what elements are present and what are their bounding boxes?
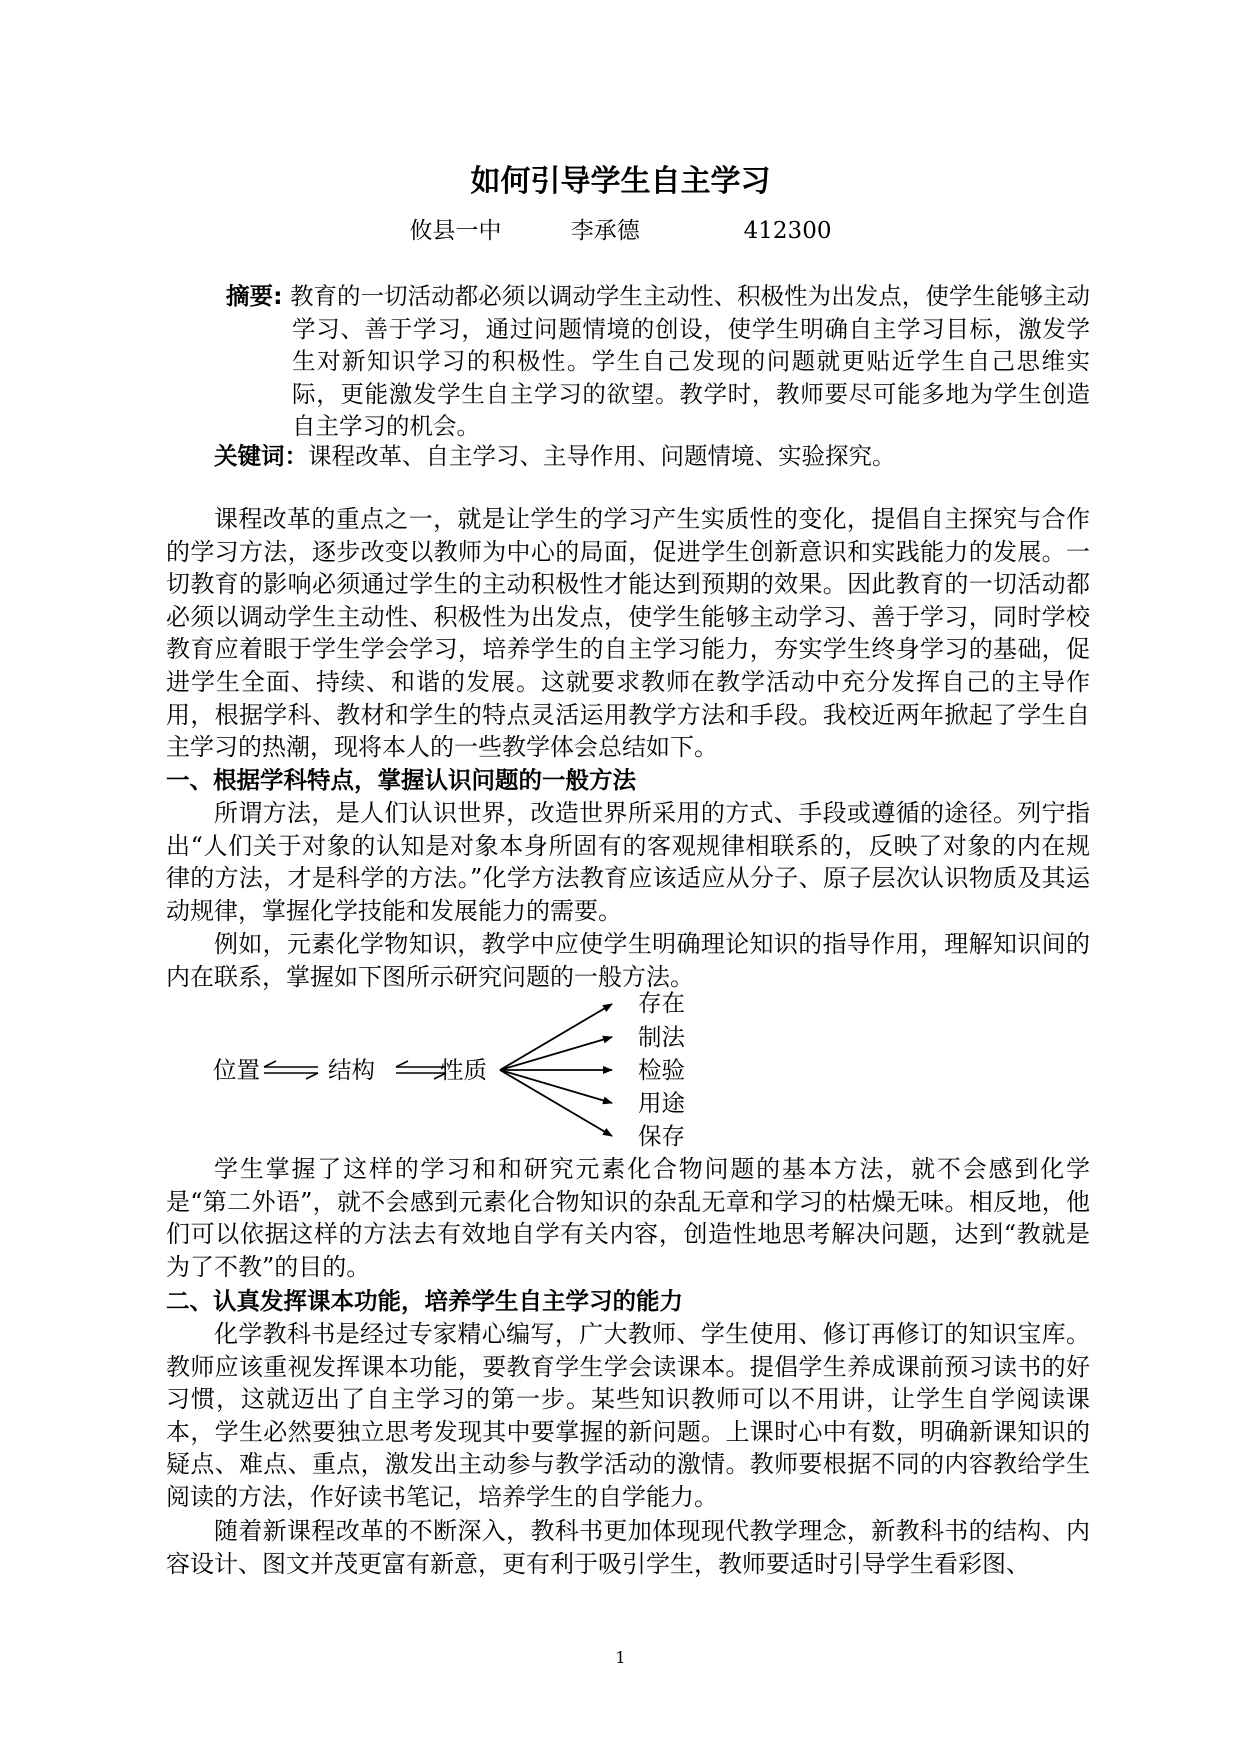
section1-heading: 一、根据学科特点，掌握认识问题的一般方法	[166, 766, 636, 794]
arrow-to-existence	[500, 1004, 612, 1070]
diagram-branch-preparation: 制法	[638, 1023, 685, 1051]
section2-paragraph1: 化学教科书是经过专家精心编写，广大教师、学生使用、修订再修订的知识宝库。教师应该重视发挥课本功能，要教育学生学会读课本。提倡学生养成课前预习读书的好习惯，这就迈出了自主学习的第一步。某些知识教师可以不用讲，让学生自学阅读课本，学生必然要独立思考发现其中要掌握的新问题。上课时心中有数，明确新课知识的疑点、难点、重点，激发出主动参与教学活动的激情。教师要根据不同的内容教给学生阅读的方法，作好读书笔记，培养学生的自学能力。	[166, 1320, 1090, 1511]
diagram-branch-uses: 用途	[638, 1089, 685, 1117]
author-name: 李承德	[570, 218, 640, 244]
arrow-to-uses	[500, 1070, 612, 1103]
postcode: 412300	[743, 218, 832, 244]
keywords-text: 课程改革、自主学习、主导作用、问题情境、实验探究。	[308, 442, 896, 470]
double-arrow-structure-property	[396, 1061, 446, 1079]
section1-paragraph3: 学生掌握了这样的学习和和研究元素化合物问题的基本方法，就不会感到化学是“第二外语”，就不会感到元素化合物知识的杂乱无章和学习的枯燥无味。相反地，他们可以依据这样的方法去有效地自学有关内容，创造性地思考解决问题，达到“教就是为了不教”的目的。	[166, 1155, 1090, 1281]
section2-paragraph2: 随着新课程改革的不断深入，教科书更加体现现代教学理念，新教科书的结构、内容设计、图文并茂更富有新意，更有利于吸引学生，教师要适时引导学生看彩图、	[166, 1517, 1090, 1578]
section2-heading: 二、认真发挥课本功能，培养学生自主学习的能力	[166, 1287, 683, 1315]
diagram-node-property: 性质	[440, 1056, 487, 1084]
diagram-node-position: 位置	[213, 1056, 260, 1084]
keywords-label: 关键词：	[214, 442, 308, 470]
abstract-label: 摘要	[226, 282, 274, 310]
double-arrow-position-structure	[264, 1061, 318, 1079]
arrow-to-preparation	[500, 1037, 612, 1070]
section1-paragraph2: 例如，元素化学物知识，教学中应使学生明确理论知识的指导作用，理解知识间的内在联系，掌握如下图所示研究问题的一般方法。	[166, 930, 1090, 991]
arrow-to-storage	[500, 1070, 612, 1136]
section1-paragraph1: 所谓方法，是人们认识世界，改造世界所采用的方式、手段或遵循的途径。列宁指出“人们关于对象的认知是对象本身所固有的客观规律相联系的，反映了对象的内在规律的方法，才是科学的方法。”化学方法教育应该适应从分子、原子层次认识物质及其运动规律，掌握化学技能和发展能力的需要。	[166, 799, 1090, 925]
diagram-branch-existence: 存在	[638, 989, 685, 1017]
diagram-branch-storage: 保存	[638, 1122, 685, 1150]
abstract-text: 教育的一切活动都必须以调动学生主动性、积极性为出发点，使学生能够主动学习、善于学习，通过问题情境的创设，使学生明确自主学习目标，激发学生对新知识学习的积极性。学生自己发现的问题就更贴近学生自己思维实际，更能激发学生自主学习的欲望。教学时，教师要尽可能多地为学生创造自主学习的机会。	[289, 282, 1091, 440]
page-number: 1	[615, 1648, 626, 1667]
diagram-branch-testing: 检验	[638, 1056, 685, 1084]
diagram-node-structure: 结构	[328, 1056, 375, 1084]
intro-paragraph: 课程改革的重点之一，就是让学生的学习产生实质性的变化，提倡自主探究与合作的学习方法，逐步改变以教师为中心的局面，促进学生创新意识和实践能力的发展。一切教育的影响必须通过学生的主动积极性才能达到预期的效果。因此教育的一切活动都必须以调动学生主动性、积极性为出发点，使学生能够主动学习、善于学习，同时学校教育应着眼于学生学会学习，培养学生的自主学习能力，夯实学生终身学习的基础，促进学生全面、持续、和谐的发展。这就要求教师在教学活动中充分发挥自己的主导作用，根据学科、教材和学生的特点灵活运用教学方法和手段。我校近两年掀起了学生自主学习的热潮，现将本人的一些教学体会总结如下。	[166, 505, 1090, 762]
abstract-colon: :	[273, 282, 283, 310]
school-name: 攸县一中	[409, 218, 502, 244]
document-title: 如何引导学生自主学习	[470, 164, 771, 199]
